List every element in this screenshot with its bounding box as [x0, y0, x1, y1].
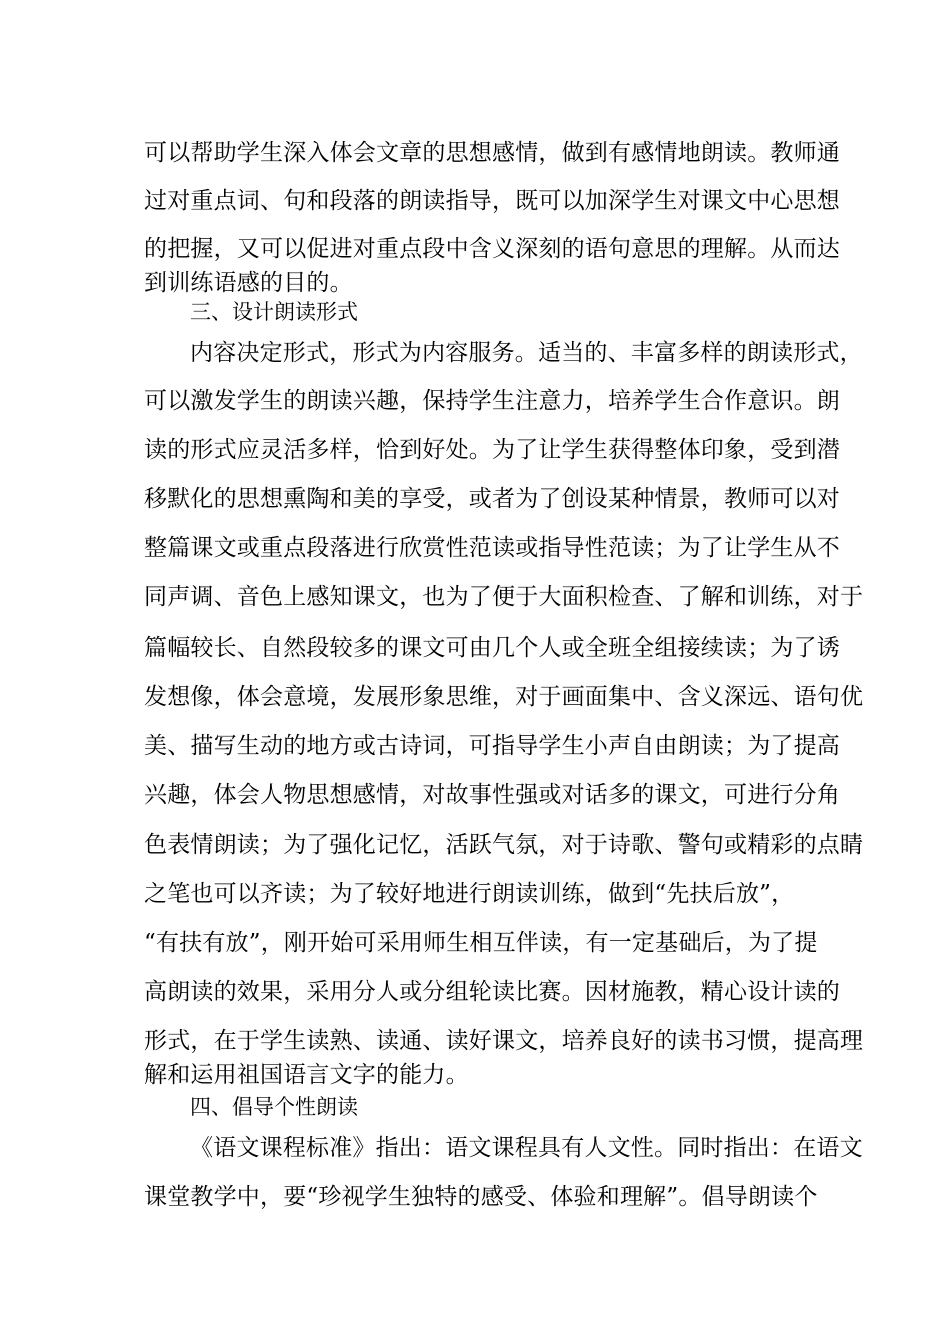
paragraph-line: 《语文课程标准》指出：语文课程具有人文性。同时指出：在语文	[190, 1135, 863, 1161]
paragraph-line: 高朗读的效果，采用分人或分组轮读比赛。因材施教，精心设计读的	[144, 979, 840, 1005]
paragraph-line: 美、描写生动的地方或古诗词，可指导学生小声自由朗读；为了提高	[144, 733, 840, 759]
paragraph-line: 发想像，体会意境，发展形象思维，对于画面集中、含义深远、语句优	[144, 684, 864, 710]
paragraph-line: 兴趣，体会人物思想感情，对故事性强或对话多的课文，可进行分角	[144, 782, 840, 808]
paragraph-line: 同声调、音色上感知课文，也为了便于大面积检查、了解和训练，对于	[144, 584, 864, 610]
paragraph-line: 整篇课文或重点段落进行欣赏性范读或指导性范读；为了让学生从不	[144, 535, 840, 561]
paragraph-line: 的把握，又可以促进对重点段中含义深刻的语句意思的理解。从而达	[144, 236, 840, 262]
section-heading: 四、倡导个性朗读	[190, 1095, 358, 1119]
paragraph-line: “有扶有放”，刚开始可采用师生相互伴读，有一定基础后，为了提	[144, 930, 818, 956]
paragraph-line: 之笔也可以齐读；为了较好地进行朗读训练，做到“先扶后放”，	[144, 881, 795, 907]
paragraph-line: 可以帮助学生深入体会文章的思想感情，做到有感情地朗读。教师通	[144, 140, 840, 166]
paragraph-line: 可以激发学生的朗读兴趣，保持学生注意力，培养学生合作意识。朗	[144, 388, 840, 414]
paragraph-line: 解和运用祖国语言文字的能力。	[144, 1062, 469, 1088]
paragraph-line: 到训练语感的目的。	[144, 270, 353, 296]
paragraph-line: 内容决定形式，形式为内容服务。适当的、丰富多样的朗读形式，	[190, 340, 863, 366]
paragraph-line: 形式，在于学生读熟、读通、读好课文，培养良好的读书习惯，提高理	[144, 1028, 864, 1054]
paragraph-line: 读的形式应灵活多样，恰到好处。为了让学生获得整体印象，受到潜	[144, 437, 840, 463]
paragraph-line: 移默化的思想熏陶和美的享受，或者为了创设某种情景，教师可以对	[144, 486, 840, 512]
paragraph-line: 篇幅较长、自然段较多的课文可由几个人或全班全组接续读；为了诱	[144, 635, 840, 661]
paragraph-line: 课堂教学中，要“珍视学生独特的感受、体验和理解”。倡导朗读个	[144, 1184, 818, 1210]
section-heading: 三、设计朗读形式	[190, 300, 358, 324]
paragraph-line: 色表情朗读；为了强化记忆，活跃气氛，对于诗歌、警句或精彩的点睛	[144, 832, 864, 858]
paragraph-line: 过对重点词、句和段落的朗读指导，既可以加深学生对课文中心思想	[144, 188, 840, 214]
